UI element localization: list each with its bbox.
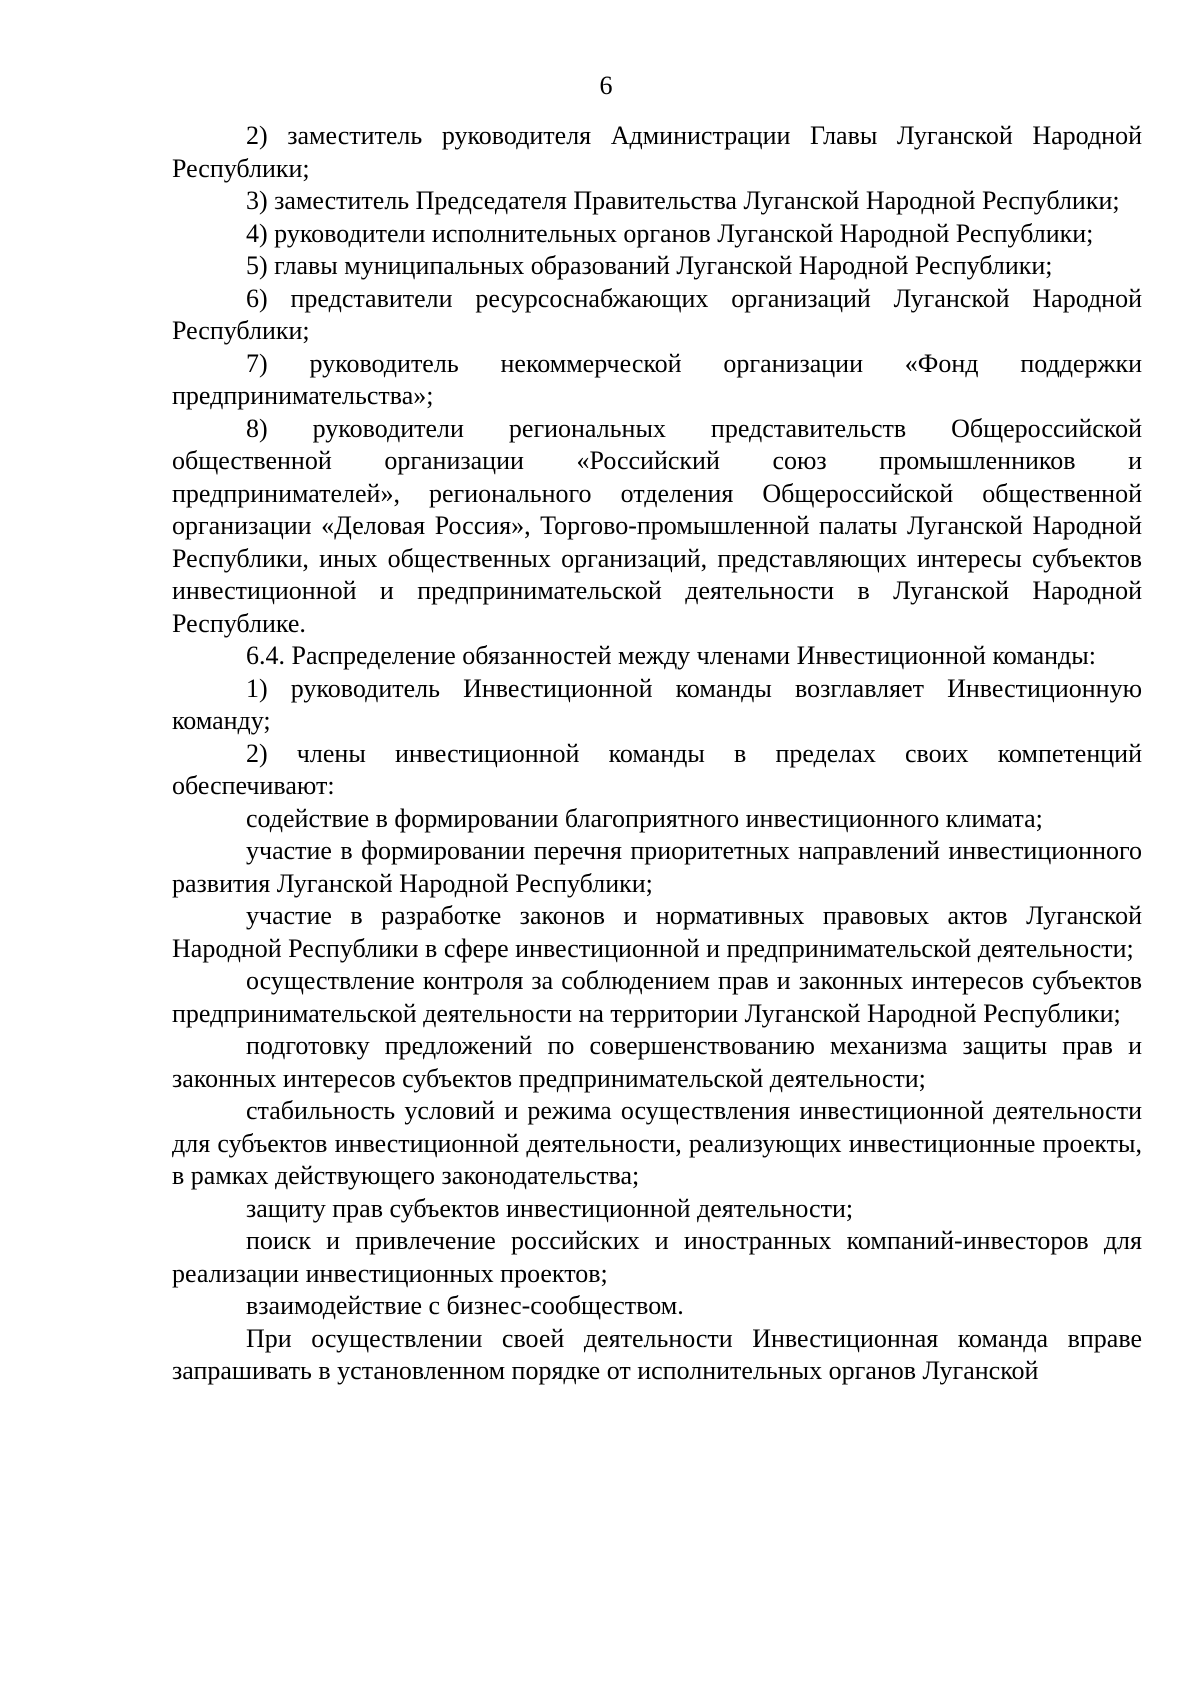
paragraph-member-business-support-fund: 7) руководитель некоммерческой организации «Фонд поддержки предпринимательства»; — [172, 348, 1142, 410]
paragraph-item-rights-protection: защиту прав субъектов инвестиционной деятельности; — [246, 1193, 854, 1223]
paragraph-item-rights-control: осуществление контроля за соблюдением прав и законных интересов субъектов предпринимательской деятельности на территории Луганской Народной Республики; — [172, 966, 1142, 1028]
paragraph-section-6-4: 6.4. Распределение обязанностей между членами Инвестиционной команды: — [246, 641, 1096, 670]
paragraph-item-investor-search: поиск и привлечение российских и иностранных компаний-инвесторов для реализации инвестиционных проектов; — [172, 1226, 1142, 1288]
paragraph-item-stability: стабильность условий и режима осуществления инвестиционной деятельности для субъектов инвестиционной деятельности, реализующих инвестиционные проекты, в рамках действующего законодательства; — [172, 1096, 1142, 1190]
paragraph-duty-team-head: 1) руководитель Инвестиционной команды возглавляет Инвестиционную команду; — [172, 673, 1142, 735]
paragraph-member-resource-suppliers: 6) представители ресурсоснабжающих организаций Луганской Народной Республики; — [172, 283, 1142, 345]
paragraph-item-protection-proposals: подготовку предложений по совершенствованию механизма защиты прав и законных интересов субъектов предпринимательской деятельности; — [172, 1031, 1142, 1093]
paragraph-item-investment-climate: содействие в формировании благоприятного инвестиционного климата; — [246, 803, 1043, 833]
paragraph-member-public-organizations: 8) руководители региональных представительств Общероссийской общественной организации «Российский союз промышленников и предпринимателей», регионального отделения Общероссийской общественной организации «Деловая Россия», Торгово-промышленной палаты Луганской Народной Республики, иных общественных организаций, представляющих интересы субъектов инвестиционной и предпринимательской деятельности в Луганской Народной Республике. — [172, 413, 1142, 638]
paragraph-team-powers: При осуществлении своей деятельности Инвестиционная команда вправе запрашивать в установленном порядке от исполнительных органов Луганской — [172, 1323, 1142, 1385]
paragraph-member-deputy-chairman-government: 3) заместитель Председателя Правительства Луганской Народной Республики; — [246, 186, 1120, 215]
document-body — [172, 120, 1142, 1388]
page-number: 6 — [599, 71, 613, 100]
paragraph-item-business-interaction: взаимодействие с бизнес-сообществом. — [246, 1291, 684, 1320]
paragraph-item-legislation: участие в разработке законов и нормативных правовых актов Луганской Народной Республики в сфере инвестиционной и предпринимательской деятельности; — [172, 901, 1142, 963]
paragraph-duty-team-members: 2) члены инвестиционной команды в пределах своих компетенций обеспечивают: — [172, 738, 1142, 800]
paragraph-item-priority-directions: участие в формировании перечня приоритетных направлений инвестиционного развития Луганской Народной Республики; — [172, 836, 1142, 898]
paragraph-member-deputy-head-administration: 2) заместитель руководителя Администрации Главы Луганской Народной Республики; — [172, 121, 1142, 183]
paragraph-member-heads-municipalities: 5) главы муниципальных образований Луганской Народной Республики; — [246, 251, 1053, 280]
paragraph-member-heads-executive-bodies: 4) руководители исполнительных органов Луганской Народной Республики; — [246, 218, 1094, 248]
